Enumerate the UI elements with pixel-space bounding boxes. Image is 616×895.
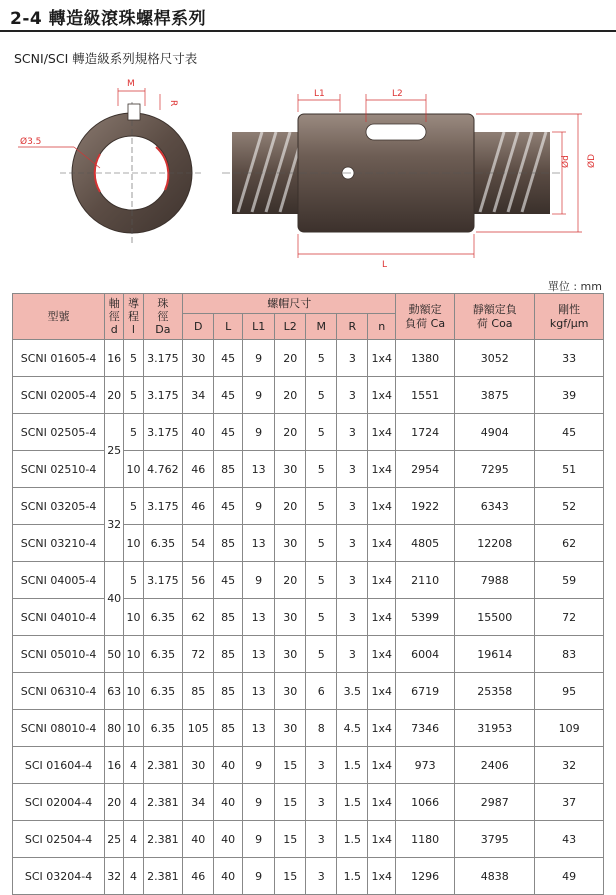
dim-r-label: R	[168, 100, 178, 107]
col-n-header: n	[368, 314, 396, 340]
cell-k: 72	[535, 599, 604, 636]
cell-model: SCNI 02510-4	[13, 451, 105, 488]
cell-M: 3	[306, 784, 337, 821]
cell-L1: 13	[243, 451, 275, 488]
cell-coa: 3795	[455, 821, 535, 858]
cell-R: 1.5	[337, 821, 368, 858]
cell-model: SCNI 04005-4	[13, 562, 105, 599]
cell-coa: 12208	[455, 525, 535, 562]
cell-D: 54	[183, 525, 214, 562]
table-row	[13, 858, 604, 895]
cell-n: 1x4	[368, 414, 396, 451]
cell-da: 3.175	[143, 340, 183, 377]
cell-L2: 15	[275, 747, 306, 784]
cell-k: 45	[535, 414, 604, 451]
cell-L1: 13	[243, 599, 275, 636]
col-lead-header: 導 程 l	[124, 294, 143, 340]
cell-lead: 5	[124, 562, 143, 599]
cell-n: 1x4	[368, 858, 396, 895]
cell-L: 40	[214, 821, 243, 858]
cell-coa: 15500	[455, 599, 535, 636]
cell-n: 1x4	[368, 340, 396, 377]
cell-n: 1x4	[368, 599, 396, 636]
cell-da: 2.381	[143, 784, 183, 821]
cell-L: 85	[214, 599, 243, 636]
cell-coa: 2406	[455, 747, 535, 784]
cell-da: 6.35	[143, 599, 183, 636]
dim-l1-label: L1	[314, 89, 325, 99]
table-row	[13, 451, 604, 488]
cell-R: 3	[337, 636, 368, 673]
cell-coa: 4904	[455, 414, 535, 451]
cell-k: 109	[535, 710, 604, 747]
cell-da: 6.35	[143, 710, 183, 747]
cell-model: SCNI 03210-4	[13, 525, 105, 562]
cell-model: SCI 02004-4	[13, 784, 105, 821]
spec-table-body	[13, 340, 604, 895]
cell-lead: 10	[124, 451, 143, 488]
cell-n: 1x4	[368, 821, 396, 858]
cell-R: 3	[337, 562, 368, 599]
cell-model: SCNI 01605-4	[13, 340, 105, 377]
cell-da: 3.175	[143, 562, 183, 599]
cell-M: 5	[306, 414, 337, 451]
table-row	[13, 562, 604, 599]
cell-L2: 20	[275, 488, 306, 525]
cell-k: 83	[535, 636, 604, 673]
cell-D: 56	[183, 562, 214, 599]
cell-lead: 10	[124, 525, 143, 562]
table-row	[13, 784, 604, 821]
cell-L1: 9	[243, 747, 275, 784]
cell-model: SCNI 06310-4	[13, 673, 105, 710]
cell-k: 37	[535, 784, 604, 821]
col-L-header: L	[214, 314, 243, 340]
cell-ca: 2954	[396, 451, 455, 488]
cell-M: 5	[306, 525, 337, 562]
cell-coa: 4838	[455, 858, 535, 895]
cell-model: SCNI 02005-4	[13, 377, 105, 414]
table-row	[13, 821, 604, 858]
cell-ca: 6004	[396, 636, 455, 673]
cell-R: 3	[337, 488, 368, 525]
cell-lead: 5	[124, 414, 143, 451]
cell-k: 33	[535, 340, 604, 377]
cell-L1: 9	[243, 488, 275, 525]
cell-model: SCNI 04010-4	[13, 599, 105, 636]
cell-model: SCNI 03205-4	[13, 488, 105, 525]
cell-model: SCI 03204-4	[13, 858, 105, 895]
cell-k: 59	[535, 562, 604, 599]
cell-M: 3	[306, 747, 337, 784]
cell-lead: 5	[124, 377, 143, 414]
cell-L2: 30	[275, 525, 306, 562]
cell-da: 3.175	[143, 414, 183, 451]
cell-da: 2.381	[143, 858, 183, 895]
cell-L2: 30	[275, 451, 306, 488]
cell-da: 6.35	[143, 636, 183, 673]
cell-L1: 13	[243, 710, 275, 747]
cell-d: 16	[105, 340, 124, 377]
cell-coa: 7295	[455, 451, 535, 488]
dim-od-small-label: Ød	[561, 155, 571, 168]
cell-coa: 31953	[455, 710, 535, 747]
cell-L1: 9	[243, 414, 275, 451]
cell-L2: 20	[275, 340, 306, 377]
cell-D: 40	[183, 414, 214, 451]
cell-lead: 4	[124, 858, 143, 895]
title-bar	[0, 0, 616, 30]
cell-model: SCI 02504-4	[13, 821, 105, 858]
cell-L1: 9	[243, 377, 275, 414]
end-view	[18, 79, 204, 244]
cell-d: 20	[105, 784, 124, 821]
cell-M: 6	[306, 673, 337, 710]
cell-R: 1.5	[337, 784, 368, 821]
cell-d: 32	[105, 858, 124, 895]
cell-ca: 7346	[396, 710, 455, 747]
cell-R: 3	[337, 377, 368, 414]
cell-k: 52	[535, 488, 604, 525]
cell-L: 40	[214, 747, 243, 784]
cell-da: 6.35	[143, 673, 183, 710]
cell-L2: 15	[275, 784, 306, 821]
cell-L: 85	[214, 636, 243, 673]
cell-n: 1x4	[368, 710, 396, 747]
cell-n: 1x4	[368, 636, 396, 673]
cell-L2: 30	[275, 636, 306, 673]
cell-d: 20	[105, 377, 124, 414]
cell-M: 5	[306, 340, 337, 377]
cell-ca: 6719	[396, 673, 455, 710]
dim-od-large-label: ØD	[587, 153, 597, 168]
cell-da: 2.381	[143, 821, 183, 858]
cell-da: 6.35	[143, 525, 183, 562]
cell-L: 45	[214, 414, 243, 451]
title-underline	[0, 30, 616, 32]
cell-lead: 5	[124, 340, 143, 377]
cell-M: 5	[306, 451, 337, 488]
cell-L2: 30	[275, 673, 306, 710]
cell-M: 3	[306, 858, 337, 895]
cell-L2: 20	[275, 562, 306, 599]
cell-L2: 20	[275, 377, 306, 414]
cell-M: 5	[306, 562, 337, 599]
cell-M: 5	[306, 488, 337, 525]
cell-L: 45	[214, 377, 243, 414]
page-title: 2-4 轉造級滾珠螺桿系列	[10, 9, 207, 29]
cell-L: 85	[214, 710, 243, 747]
cell-n: 1x4	[368, 488, 396, 525]
cell-da: 3.175	[143, 377, 183, 414]
unit-label: 單位 : mm	[547, 280, 602, 293]
table-row	[13, 377, 604, 414]
dim-l-label: L	[382, 260, 388, 270]
cell-L2: 15	[275, 821, 306, 858]
cell-ca: 1296	[396, 858, 455, 895]
cell-D: 46	[183, 858, 214, 895]
cell-coa: 3875	[455, 377, 535, 414]
cell-R: 3	[337, 451, 368, 488]
cell-L2: 30	[275, 710, 306, 747]
table-row	[13, 747, 604, 784]
col-L1-header: L1	[243, 314, 275, 340]
cell-ca: 1066	[396, 784, 455, 821]
cell-ca: 1180	[396, 821, 455, 858]
cell-lead: 4	[124, 784, 143, 821]
ball-diameter-label: Ø3.5	[20, 137, 42, 147]
cell-L: 45	[214, 562, 243, 599]
cell-ca: 1551	[396, 377, 455, 414]
cell-L1: 13	[243, 525, 275, 562]
cell-R: 4.5	[337, 710, 368, 747]
cell-d: 80	[105, 710, 124, 747]
cell-R: 3	[337, 340, 368, 377]
cell-d: 25	[105, 821, 124, 858]
cell-k: 62	[535, 525, 604, 562]
cell-k: 32	[535, 747, 604, 784]
cell-R: 3	[337, 599, 368, 636]
cell-coa: 2987	[455, 784, 535, 821]
table-row	[13, 414, 604, 451]
cell-M: 3	[306, 821, 337, 858]
cell-L1: 9	[243, 562, 275, 599]
cell-n: 1x4	[368, 562, 396, 599]
col-R-header: R	[337, 314, 368, 340]
cell-R: 1.5	[337, 858, 368, 895]
cell-L1: 9	[243, 821, 275, 858]
table-row	[13, 710, 604, 747]
table-row	[13, 488, 604, 525]
cell-D: 46	[183, 451, 214, 488]
cell-n: 1x4	[368, 784, 396, 821]
cell-d: 40	[105, 562, 124, 636]
cell-R: 3.5	[337, 673, 368, 710]
col-shaft-header: 軸 徑 d	[105, 294, 124, 340]
cell-d: 50	[105, 636, 124, 673]
cell-da: 2.381	[143, 747, 183, 784]
cell-lead: 5	[124, 488, 143, 525]
col-ball-header: 珠 徑 Da	[143, 294, 183, 340]
side-view	[222, 89, 597, 270]
cell-M: 5	[306, 599, 337, 636]
cell-k: 95	[535, 673, 604, 710]
cell-da: 3.175	[143, 488, 183, 525]
cell-M: 8	[306, 710, 337, 747]
cell-coa: 3052	[455, 340, 535, 377]
cell-L: 40	[214, 784, 243, 821]
cell-k: 49	[535, 858, 604, 895]
cell-D: 62	[183, 599, 214, 636]
col-L2-header: L2	[275, 314, 306, 340]
cell-n: 1x4	[368, 451, 396, 488]
cell-M: 5	[306, 377, 337, 414]
cell-D: 105	[183, 710, 214, 747]
cell-L2: 20	[275, 414, 306, 451]
cell-model: SCNI 02505-4	[13, 414, 105, 451]
cell-R: 3	[337, 525, 368, 562]
cell-L: 45	[214, 488, 243, 525]
cell-lead: 10	[124, 673, 143, 710]
cell-L1: 9	[243, 784, 275, 821]
cell-R: 3	[337, 414, 368, 451]
cell-k: 43	[535, 821, 604, 858]
cell-ca: 973	[396, 747, 455, 784]
dim-l2-label: L2	[392, 89, 403, 99]
cell-da: 4.762	[143, 451, 183, 488]
table-row	[13, 636, 604, 673]
table-row	[13, 673, 604, 710]
col-nut-group-header: 螺帽尺寸	[183, 294, 396, 314]
cell-d: 32	[105, 488, 124, 562]
cell-D: 72	[183, 636, 214, 673]
cell-L1: 9	[243, 858, 275, 895]
cell-ca: 1724	[396, 414, 455, 451]
cell-model: SCI 01604-4	[13, 747, 105, 784]
cell-M: 5	[306, 636, 337, 673]
cell-R: 1.5	[337, 747, 368, 784]
cell-d: 16	[105, 747, 124, 784]
cell-D: 30	[183, 340, 214, 377]
cell-n: 1x4	[368, 525, 396, 562]
cell-coa: 19614	[455, 636, 535, 673]
col-model-header: 型號	[13, 294, 105, 340]
table-row	[13, 599, 604, 636]
cell-n: 1x4	[368, 673, 396, 710]
col-M-header: M	[306, 314, 337, 340]
table-row	[13, 525, 604, 562]
cell-L2: 15	[275, 858, 306, 895]
cell-model: SCNI 05010-4	[13, 636, 105, 673]
cell-D: 40	[183, 821, 214, 858]
cell-D: 34	[183, 377, 214, 414]
cell-D: 46	[183, 488, 214, 525]
cell-D: 34	[183, 784, 214, 821]
cell-ca: 1922	[396, 488, 455, 525]
cell-n: 1x4	[368, 747, 396, 784]
cell-model: SCNI 08010-4	[13, 710, 105, 747]
col-stat-header: 靜額定負 荷 Coa	[455, 294, 535, 340]
cell-ca: 5399	[396, 599, 455, 636]
cell-coa: 7988	[455, 562, 535, 599]
col-stiff-header: 剛性 kgf/μm	[535, 294, 604, 340]
cell-lead: 10	[124, 636, 143, 673]
cell-L1: 13	[243, 673, 275, 710]
cell-L: 45	[214, 340, 243, 377]
cell-L1: 13	[243, 636, 275, 673]
cell-coa: 25358	[455, 673, 535, 710]
cell-lead: 4	[124, 747, 143, 784]
col-dyn-header: 動額定 負荷 Ca	[396, 294, 455, 340]
cell-D: 85	[183, 673, 214, 710]
cell-L: 85	[214, 525, 243, 562]
cell-n: 1x4	[368, 377, 396, 414]
cell-ca: 1380	[396, 340, 455, 377]
ball-screw-diagram	[0, 72, 616, 272]
page-subtitle: SCNI/SCI 轉造級系列規格尺寸表	[14, 51, 198, 66]
spec-table	[12, 293, 604, 895]
cell-lead: 4	[124, 821, 143, 858]
cell-coa: 6343	[455, 488, 535, 525]
cell-ca: 2110	[396, 562, 455, 599]
cell-L2: 30	[275, 599, 306, 636]
dim-m-label: M	[127, 79, 135, 89]
cell-D: 30	[183, 747, 214, 784]
table-row	[13, 340, 604, 377]
cell-L: 40	[214, 858, 243, 895]
cell-lead: 10	[124, 710, 143, 747]
cell-d: 63	[105, 673, 124, 710]
col-D-header: D	[183, 314, 214, 340]
cell-L1: 9	[243, 340, 275, 377]
cell-L: 85	[214, 451, 243, 488]
cell-k: 51	[535, 451, 604, 488]
cell-k: 39	[535, 377, 604, 414]
cell-lead: 10	[124, 599, 143, 636]
cell-ca: 4805	[396, 525, 455, 562]
cell-L: 85	[214, 673, 243, 710]
cell-d: 25	[105, 414, 124, 488]
